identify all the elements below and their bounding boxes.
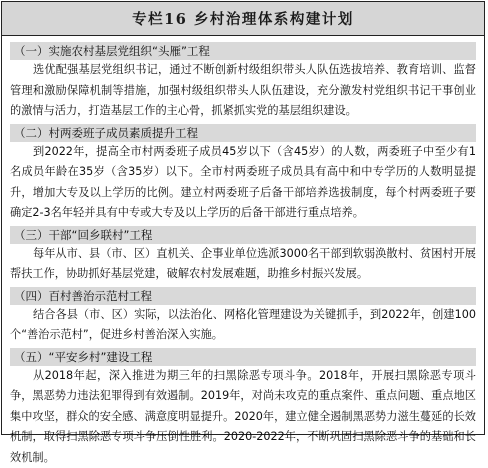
section-3: [10, 226, 476, 285]
column-box: [1, 1, 485, 435]
column-title: 专栏16 乡村治理体系构建计划: [132, 8, 354, 29]
section-body: 选优配强基层党组织书记，通过不断创新村级组织带头人队伍选拔培养、教育培训、监督管理和激励保障机制等措施，加强村级组织带头人队伍建设，充分激发村党组织书记干事创业的激情与活力，打造基层工作的主心骨，抓紧抓实党的基层组织建设。: [10, 60, 476, 122]
section-1: [10, 42, 476, 122]
title-bar: [2, 2, 484, 36]
section-2: [10, 124, 476, 224]
section-heading: （一）实施农村基层党组织“头雁”工程: [10, 42, 476, 60]
section-5: [10, 348, 476, 468]
section-heading: （五）“平安乡村”建设工程: [10, 348, 476, 366]
section-heading: （二）村两委班子成员素质提升工程: [10, 124, 476, 142]
section-heading: （三）干部“回乡联村”工程: [10, 226, 476, 244]
section-heading: （四）百村善治示范村工程: [10, 287, 476, 305]
section-4: [10, 287, 476, 346]
section-body: 结合各县（市、区）实际，以法治化、网格化管理建设为关键抓手，到2022年，创建100个“善治示范村”，促进乡村善治深入实施。: [10, 305, 476, 346]
section-body: 每年从市、县（市、区）直机关、企事业单位选派3000名干部到软弱涣散村、贫困村开展帮扶工作，协助抓好基层党建，破解农村发展难题，助推乡村振兴发展。: [10, 244, 476, 285]
section-body: 到2022年，提高全市村两委班子成员45岁以下（含45岁）的人数，两委班子中至少有1名成员年龄在35岁（含35岁）以下。全市村两委班子成员具有高中和中专学历的人数明显提升，增加大专及以上学历的比例。建立村两委班子后备干部培养选拔制度，每个村两委班子要确定2-3名年轻并具有中专或大专及以上学历的后备干部进行重点培养。: [10, 142, 476, 224]
section-body: 从2018年起，深入推进为期三年的扫黑除恶专项斗争。2018年，开展扫黑除恶专项斗争，黑恶势力违法犯罪得到有效遏制。2019年，对尚未攻克的重点案件、重点问题、重点地区集中攻坚，群众的安全感、满意度明显提升。2020年，建立健全遏制黑恶势力滋生蔓延的长效机制，取得扫黑除恶专项斗争压倒性胜利。2020-2022年，不断巩固扫黑除恶斗争的基础和长效机制。: [10, 366, 476, 468]
column-content: [2, 36, 484, 468]
